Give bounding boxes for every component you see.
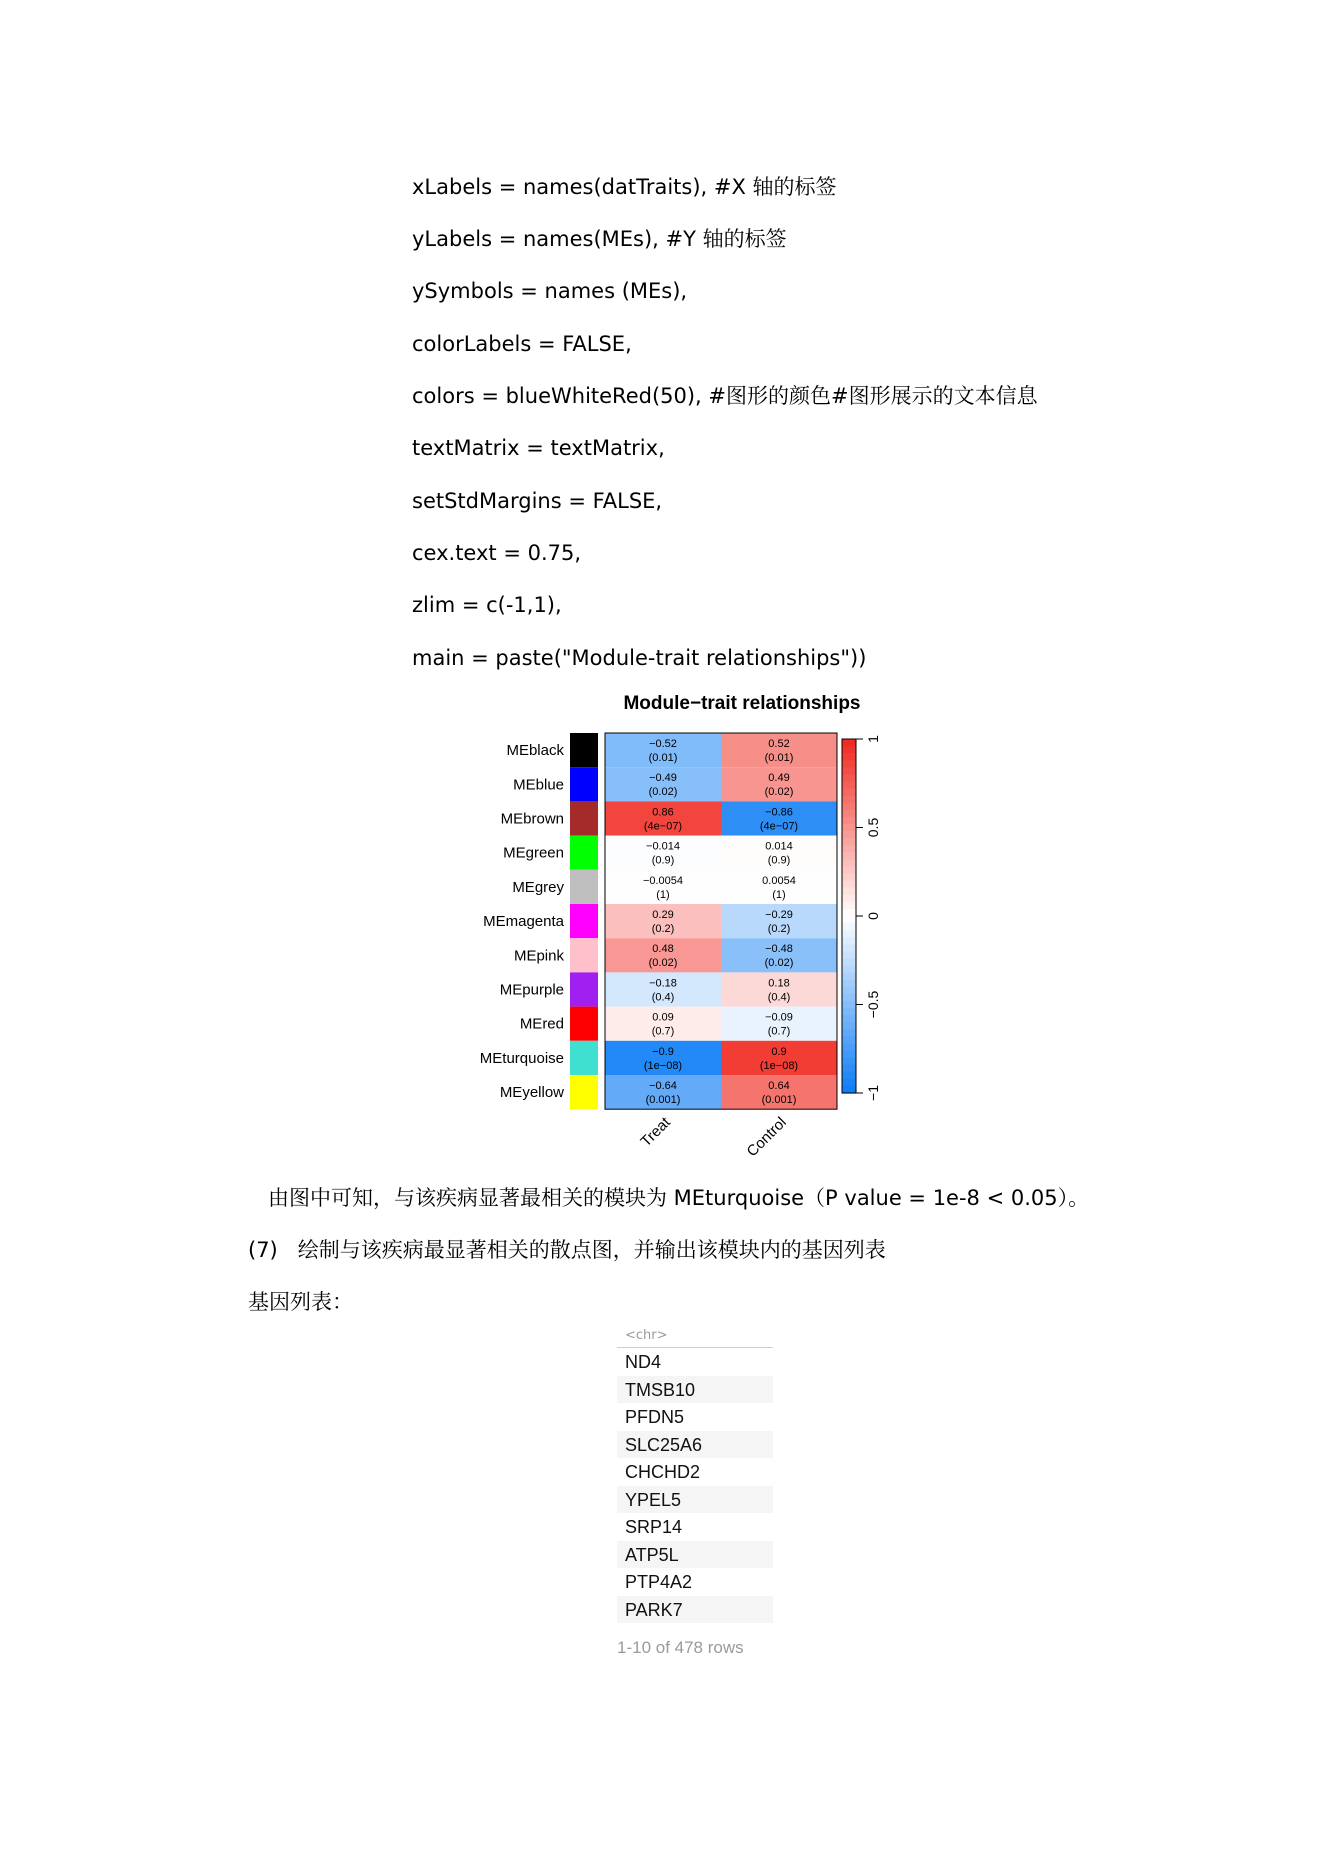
legend-color-step <box>842 1065 856 1073</box>
legend-color-step <box>842 937 856 945</box>
cell-correlation-label: 0.18 <box>768 977 790 990</box>
table-footer: 1-10 of 478 rows <box>617 1638 744 1657</box>
legend-color-step <box>842 753 856 761</box>
cell-correlation-label: −0.0054 <box>642 874 684 887</box>
module-color-swatch <box>570 801 598 835</box>
y-tick-label: MEgreen <box>503 844 564 862</box>
cell-correlation-label: −0.18 <box>649 977 677 990</box>
legend-tick-label: 0 <box>865 912 881 920</box>
module-color-swatch <box>570 938 598 972</box>
legend-color-step <box>842 881 856 889</box>
cell-pvalue-label: (0.9) <box>651 854 675 867</box>
cell-pvalue-label: (0.001) <box>761 1094 797 1106</box>
legend-color-step <box>842 866 856 874</box>
cell-pvalue-label: (1) <box>772 888 786 901</box>
legend-color-step <box>842 944 856 952</box>
legend-color-step <box>842 994 856 1002</box>
module-color-swatch <box>570 870 598 904</box>
cell-pvalue-label: (1e−08) <box>643 1059 683 1072</box>
table-row: ND4 <box>625 1352 662 1372</box>
y-tick-label: MEpurple <box>499 981 564 999</box>
module-color-swatch <box>570 733 598 767</box>
cell-pvalue-label: (4e−07) <box>643 820 683 833</box>
legend-color-step <box>842 1079 856 1087</box>
cell-pvalue-label: (0.02) <box>648 957 678 970</box>
legend-tick-label: 1 <box>865 735 881 743</box>
legend-color-step <box>842 916 856 924</box>
cell-correlation-label: −0.64 <box>649 1080 677 1092</box>
legend-color-step <box>842 1001 856 1009</box>
cell-correlation-label: 0.48 <box>652 943 674 956</box>
legend-color-step <box>842 789 856 797</box>
legend-color-step <box>842 817 856 825</box>
legend-color-step <box>842 1072 856 1080</box>
table-row: YPEL5 <box>617 1486 773 1514</box>
legend-color-step <box>842 888 856 896</box>
legend-color-step <box>842 1051 856 1059</box>
module-color-swatch <box>570 1075 598 1109</box>
legend-color-step <box>842 796 856 804</box>
table-row: PFDN5 <box>625 1407 685 1427</box>
legend-color-step <box>842 859 856 867</box>
y-tick-label: MEgrey <box>512 878 564 896</box>
cell-pvalue-label: (0.02) <box>764 957 794 970</box>
legend-color-step <box>842 810 856 818</box>
cell-correlation-label: 0.86 <box>652 806 674 819</box>
cell-pvalue-label: (4e−07) <box>759 820 799 833</box>
code-line: cex.text = 0.75, <box>412 541 582 565</box>
legend-color-step <box>842 1022 856 1030</box>
cell-correlation-label: 0.49 <box>768 772 790 785</box>
cell-pvalue-label: (1e−08) <box>759 1059 799 1072</box>
code-line: setStdMargins = FALSE, <box>412 489 663 513</box>
legend-color-step <box>842 902 856 910</box>
cell-pvalue-label: (0.02) <box>764 786 794 799</box>
legend-color-step <box>842 987 856 995</box>
cell-pvalue-label: (0.7) <box>651 1025 675 1038</box>
code-line: colors = blueWhiteRed(50), #图形的颜色#图形展示的文本信息 <box>412 384 1038 408</box>
step7-heading: (7) 绘制与该疾病最显著相关的散点图，并输出该模块内的基因列表 <box>248 1238 886 1262</box>
cell-pvalue-label: (0.4) <box>767 991 791 1004</box>
legend-color-step <box>842 746 856 754</box>
cell-correlation-label: −0.49 <box>649 772 677 785</box>
chart-title: Module−trait relationships <box>623 693 861 714</box>
cell-correlation-label: 0.52 <box>768 738 790 750</box>
cell-correlation-label: −0.86 <box>765 806 793 819</box>
legend-color-step <box>842 973 856 981</box>
gene-table <box>617 1325 773 1623</box>
cell-pvalue-label: (0.01) <box>648 752 678 764</box>
legend-tick-label: −0.5 <box>865 990 881 1019</box>
cell-correlation-label: −0.29 <box>765 909 793 921</box>
module-color-swatch <box>570 836 598 870</box>
module-color-swatch <box>570 1007 598 1041</box>
legend-color-step <box>842 838 856 846</box>
legend-color-step <box>842 958 856 966</box>
legend-color-step <box>842 1043 856 1051</box>
cell-pvalue-label: (0.01) <box>764 752 794 764</box>
module-color-swatch <box>570 904 598 938</box>
cell-correlation-label: 0.0054 <box>762 874 796 887</box>
table-header: <chr> <box>617 1325 773 1348</box>
y-tick-label: MEblue <box>513 776 564 794</box>
legend-color-step <box>842 980 856 988</box>
table-row: PTP4A2 <box>625 1572 693 1592</box>
legend-tick-label: −1 <box>865 1085 881 1101</box>
legend-color-step <box>842 1015 856 1023</box>
module-color-swatch <box>570 972 598 1006</box>
legend-color-step <box>842 824 856 832</box>
conclusion-text: 由图中可知，与该疾病显著最相关的模块为 MEturquoise（P value = 1e-8 < 0.05）。 <box>268 1186 1090 1210</box>
cell-correlation-label: 0.9 <box>771 1045 787 1058</box>
x-tick-label: Treat <box>637 1114 674 1151</box>
legend-color-step <box>842 781 856 789</box>
y-tick-label: MEmagenta <box>483 913 564 931</box>
cell-pvalue-label: (0.7) <box>767 1025 791 1038</box>
y-tick-label: MEturquoise <box>479 1049 564 1067</box>
cell-correlation-label: 0.014 <box>765 840 793 853</box>
legend-color-step <box>842 845 856 853</box>
module-color-swatch <box>570 1041 598 1075</box>
table-row: TMSB10 <box>617 1376 773 1404</box>
code-line: zlim = c(-1,1), <box>412 593 562 617</box>
cell-correlation-label: 0.29 <box>652 909 674 921</box>
table-row: SRP14 <box>625 1517 683 1537</box>
code-line: ySymbols = names (MEs), <box>412 279 688 303</box>
legend-tick-label: 0.5 <box>865 817 881 838</box>
cell-pvalue-label: (0.2) <box>767 923 791 935</box>
code-line: colorLabels = FALSE, <box>412 332 632 356</box>
cell-correlation-label: −0.9 <box>652 1045 674 1058</box>
legend-color-step <box>842 895 856 903</box>
code-line: xLabels = names(datTraits), #X 轴的标签 <box>412 175 837 199</box>
y-tick-label: MEpink <box>513 947 564 965</box>
legend-color-step <box>842 923 856 931</box>
legend-color-step <box>842 1029 856 1037</box>
y-tick-label: MEyellow <box>499 1084 564 1102</box>
code-line: yLabels = names(MEs), #Y 轴的标签 <box>412 227 787 251</box>
legend-color-step <box>842 1058 856 1066</box>
code-line: main = paste("Module-trait relationships")) <box>412 646 867 670</box>
code-line: textMatrix = textMatrix, <box>412 436 665 460</box>
cell-correlation-label: −0.52 <box>649 738 677 750</box>
legend-color-step <box>842 767 856 775</box>
table-row: SLC25A6 <box>617 1431 773 1459</box>
legend-color-step <box>842 874 856 882</box>
cell-pvalue-label: (0.4) <box>651 991 675 1004</box>
legend-color-step <box>842 760 856 768</box>
legend-color-step <box>842 951 856 959</box>
legend-color-step <box>842 1036 856 1044</box>
cell-correlation-label: −0.48 <box>765 943 793 956</box>
cell-pvalue-label: (0.02) <box>648 786 678 799</box>
cell-correlation-label: 0.64 <box>768 1080 790 1092</box>
table-row: ATP5L <box>617 1541 773 1569</box>
cell-correlation-label: 0.09 <box>652 1011 674 1024</box>
legend-color-step <box>842 774 856 782</box>
table-row: PARK7 <box>617 1596 773 1624</box>
module-trait-heatmap <box>470 685 910 1165</box>
legend-color-step <box>842 739 856 747</box>
cell-correlation-label: −0.09 <box>765 1011 793 1024</box>
legend-color-step <box>842 803 856 811</box>
cell-pvalue-label: (0.9) <box>767 854 791 867</box>
legend-color-step <box>842 1008 856 1016</box>
table-row: CHCHD2 <box>625 1462 701 1482</box>
cell-correlation-label: −0.014 <box>646 840 680 853</box>
cell-pvalue-label: (0.2) <box>651 923 675 935</box>
y-tick-label: MEred <box>519 1015 564 1033</box>
legend-color-step <box>842 831 856 839</box>
gene-list-label: 基因列表： <box>248 1290 353 1314</box>
x-tick-label: Control <box>743 1114 790 1161</box>
cell-pvalue-label: (0.001) <box>645 1094 681 1106</box>
legend-color-step <box>842 966 856 974</box>
legend-color-step <box>842 909 856 917</box>
legend-color-step <box>842 852 856 860</box>
module-color-swatch <box>570 767 598 801</box>
cell-pvalue-label: (1) <box>656 888 670 901</box>
y-tick-label: MEbrown <box>500 810 564 828</box>
legend-color-step <box>842 930 856 938</box>
legend-color-step <box>842 1086 856 1094</box>
y-tick-label: MEblack <box>506 742 564 760</box>
